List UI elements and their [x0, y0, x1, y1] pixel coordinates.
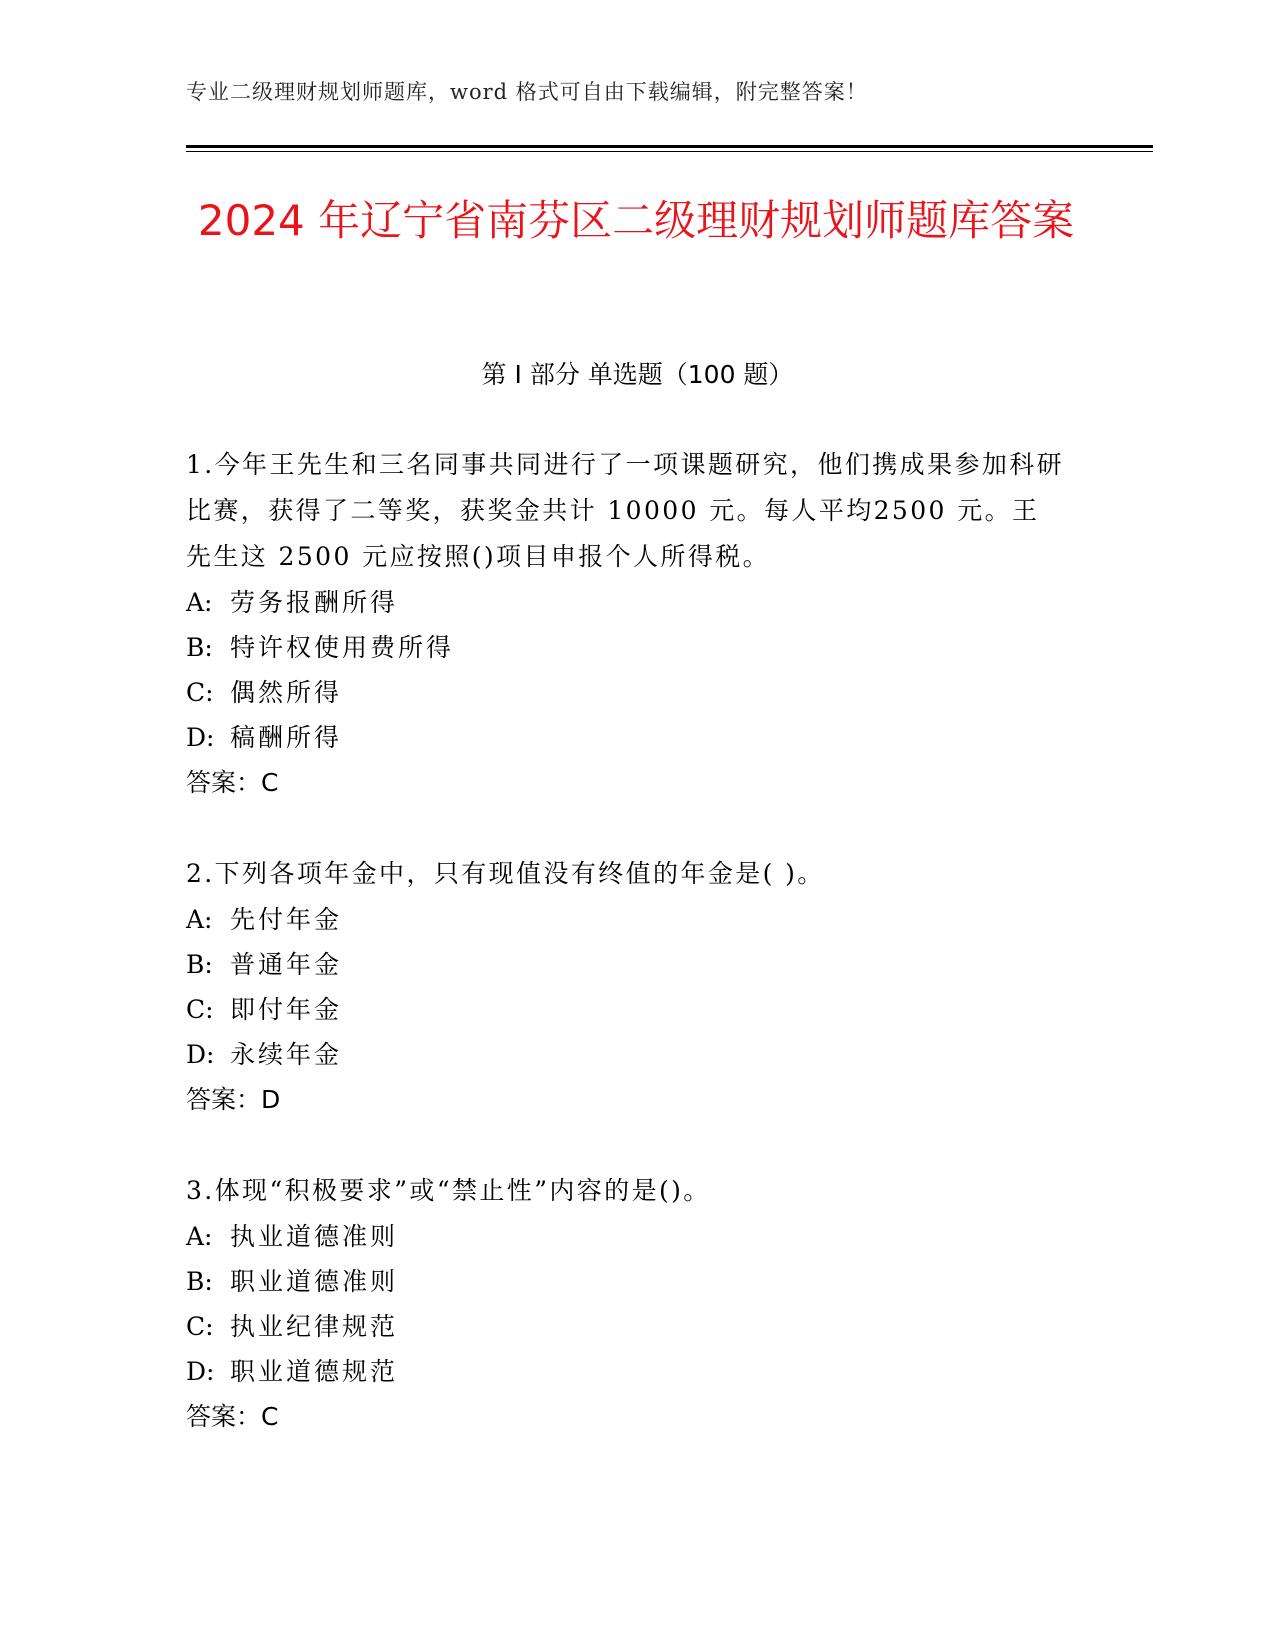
option-key: A: — [186, 1222, 213, 1251]
option-d — [186, 715, 1066, 760]
section-title: 第 I 部分 单选题（100 题） — [481, 360, 794, 389]
option-text: 执业道德准则 — [230, 1222, 399, 1251]
option-key: D: — [186, 723, 215, 752]
option-key: C: — [186, 995, 214, 1024]
option-text: 普通年金 — [230, 950, 343, 979]
option-b — [186, 1259, 1066, 1304]
question-3 — [186, 1168, 1066, 1440]
option-text: 职业道德准则 — [230, 1267, 399, 1296]
option-d — [186, 1032, 1066, 1077]
answer-line: 答案：C — [186, 768, 279, 797]
option-text: 偶然所得 — [230, 678, 343, 707]
question-2 — [186, 851, 1066, 1123]
option-a — [186, 897, 1066, 942]
option-text: 永续年金 — [230, 1040, 343, 1069]
option-text: 劳务报酬所得 — [230, 588, 399, 617]
header-divider-thin — [186, 151, 1153, 152]
option-d — [186, 1349, 1066, 1394]
answer-line: 答案：C — [186, 1402, 279, 1431]
question-stem: 1.今年王先生和三名同事共同进行了一项课题研究，他们携成果参加科研比赛，获得了二等奖，获奖金共计 10000 元。每人平均2500 元。王先生这 2500 元应按照()项目申报个人所得税。 — [186, 450, 1065, 571]
document-title: 2024 年辽宁省南芬区二级理财规划师题库答案 — [197, 196, 1075, 245]
option-key: C: — [186, 1312, 214, 1341]
question-stem: 3.体现“积极要求”或“禁止性”内容的是()。 — [186, 1176, 711, 1205]
option-text: 即付年金 — [230, 995, 343, 1024]
header-divider-thick — [186, 145, 1153, 148]
option-key: A: — [186, 905, 213, 934]
option-c — [186, 1304, 1066, 1349]
option-key: D: — [186, 1040, 215, 1069]
option-text: 先付年金 — [230, 905, 343, 934]
option-a — [186, 580, 1066, 625]
option-b — [186, 942, 1066, 987]
option-key: C: — [186, 678, 214, 707]
option-text: 职业道德规范 — [230, 1357, 399, 1386]
option-c — [186, 670, 1066, 715]
option-b — [186, 625, 1066, 670]
option-text: 特许权使用费所得 — [230, 633, 455, 662]
option-text: 稿酬所得 — [230, 723, 343, 752]
option-key: B: — [186, 1267, 213, 1296]
option-c — [186, 987, 1066, 1032]
question-1 — [186, 442, 1066, 806]
option-text: 执业纪律规范 — [230, 1312, 399, 1341]
answer-line: 答案：D — [186, 1085, 281, 1114]
page-header: 专业二级理财规划师题库，word 格式可自由下载编辑，附完整答案！ — [186, 80, 868, 104]
option-key: B: — [186, 633, 213, 662]
option-key: B: — [186, 950, 213, 979]
question-list — [186, 442, 1066, 1485]
option-a — [186, 1214, 1066, 1259]
option-key: A: — [186, 588, 213, 617]
option-key: D: — [186, 1357, 215, 1386]
question-stem: 2.下列各项年金中，只有现值没有终值的年金是( )。 — [186, 859, 825, 888]
